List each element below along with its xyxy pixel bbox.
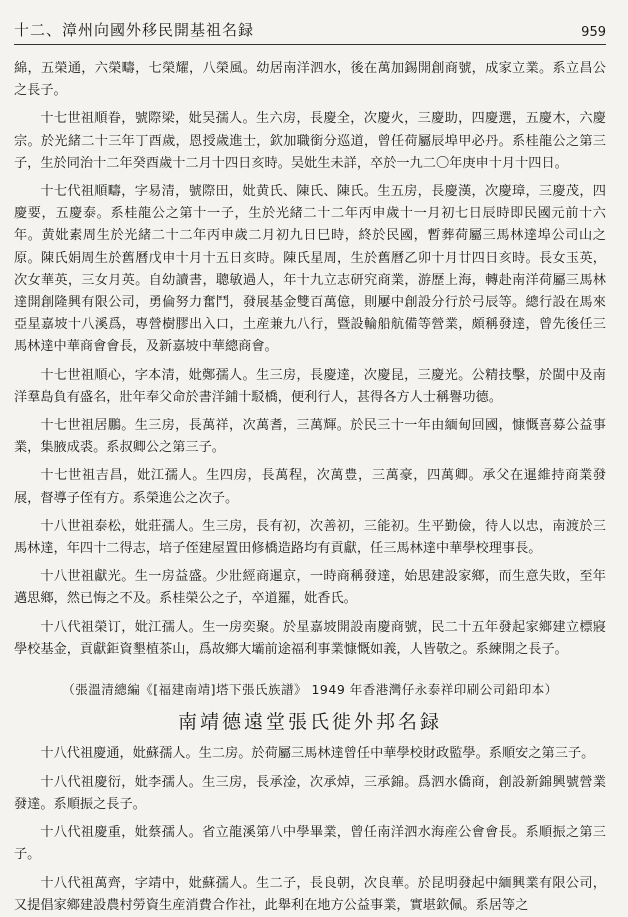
paragraph: 十八代祖榮订，妣江孺人。生一房奕聚。於星嘉坡開設南慶商號，民二十五年發起家鄉建立標寢學校基金，貢獻鉅資墾植茶山，爲故鄉大壩前途福利事業慷慨如義，人皆敬之。系練開之長子。 [14, 619, 606, 657]
running-title: 十二、漳州向國外移民開基祖名録 [14, 21, 255, 39]
paragraph: 十七世祖順眷，號際梁，妣吴孺人。生六房，長慶全，次慶火，三慶助，四慶選，五慶木，六慶宗。於光緒二十三年丁酉歲，恩授歲進士，欽加職銜分巡道，曾任荷屬辰埠甲必丹。系桂龍公之第三子，生於同治十二年癸酉歲十二月十四日亥時。吴妣生未詳，卒於一九二〇年庚申十月十四日。 [14, 111, 606, 171]
paragraph: 十八代祖慶衍，妣李孺人。生三房，長承淦，次承焯，三承錦。爲泗水僑商，創設新錦興號營業發達。系順振之長子。 [14, 774, 606, 812]
paragraph: 十八代祖慶通，妣蘇孺人。生二房。於荷屬三馬林達曾任中華學校財政監學。系順安之第三子。 [40, 746, 595, 762]
paragraph: 十七代祖順疇，字易清，號際田，妣黄氏、陳氏、陳氏。生五房，長慶漢，次慶璋，三慶茂，四慶要，五慶泰。系桂龍公之第十一子，生於光緒二十二年丙申歲十一月初七日辰時即民國元前十六年。黄妣素周生於光緒二十二年丙申歲二月初九日巳時，終於民國，暫葬荷屬三馬林達埠公司山之原。陳氏娟周生於舊曆戊申十月十五日亥時。陳氏星周，生於舊曆乙卯十月廿四日亥時。長女玉英，次女華英，三女月英。自幼讀書，聰敏過人，年十九立志研究商業，游歷上海，轉赴南洋荷屬三馬林達開創隆興有限公司，勇倫努力奮鬥，發展基金雙百萬億，則屢中創設分行於弓辰等。總行設在馬來亞星嘉坡十八溪爲，專營樹膠出入口，土産兼九八行，暨設輪船航備等營業，頗稱發達，曾先後任三馬林達中華商會會長，及新嘉坡中華總商會。 [14, 184, 606, 355]
page-body [14, 58, 606, 917]
page-header [14, 14, 606, 45]
source-citation: （張溫清總編《[福建南靖]塔下張氏族譜》 1949 年香港灣仔永泰祥印刷公司鉛印本） [62, 682, 558, 698]
paragraph: 十八世祖泰松，妣莊孺人。生三房，長有初，次善初，三能初。生平勤儉，待人以忠，南渡於三馬林達，年四十二得志，培子侄建屋置田修橋造路均有貢獻，任三馬林達中華學校理事長。 [14, 518, 606, 557]
paragraph: 綿，五榮通，六榮疇，七榮耀，八榮風。幼居南洋泗水，後在萬加錫開創商號，成家立業。系立昌公之長子。 [14, 61, 606, 99]
paragraph: 十八代祖萬齊，字靖中，妣蘇孺人。生二子，長良朝，次良華。於昆明發起中緬興業有限公司，又提倡家鄉建設農村勞資生産消費合作社，此舉利在地方公益事業，實堪欽佩。系居等之 [14, 875, 606, 913]
page-number: 959 [581, 25, 606, 40]
paragraph: 十七世祖順心，字本清，妣鄭孺人。生三房，長慶達，次慶昆，三慶光。公精技擊，於閩中及南洋羣島負有盛名，壯年奉父命於書洋鋪十駁橋，便利行人，甚得各方人士稱譽功德。 [14, 367, 606, 405]
paragraph: 十七世祖吉昌，妣江孺人。生四房，長萬程，次萬豊，三萬豪，四萬卿。承父在暹維持商業發展，督導子侄有方。系榮進公之次子。 [14, 468, 606, 506]
section-title: 南靖德遠堂張氏徙外邦名録 [177, 711, 442, 734]
paragraph: 十七世祖居鵬。生三房，長萬祥，次萬耆，三萬輝。於民三十一年由緬甸回國，慷慨喜募公益事業，集腋成裘。系叔卿公之第三子。 [14, 418, 606, 456]
paragraph: 十八代祖慶重，妣蔡孺人。省立龍溪第八中學畢業，曾任南洋泗水海産公會會長。系順振之第三子。 [14, 825, 606, 863]
paragraph: 十八世祖獻光。生一房益盛。少壯經商暹京，一時商稱發達，始思建設家鄉，而生意失敗，至年邁思鄉，然已悔之不及。系桂榮公之子，卒道羅，妣香氏。 [14, 569, 606, 607]
